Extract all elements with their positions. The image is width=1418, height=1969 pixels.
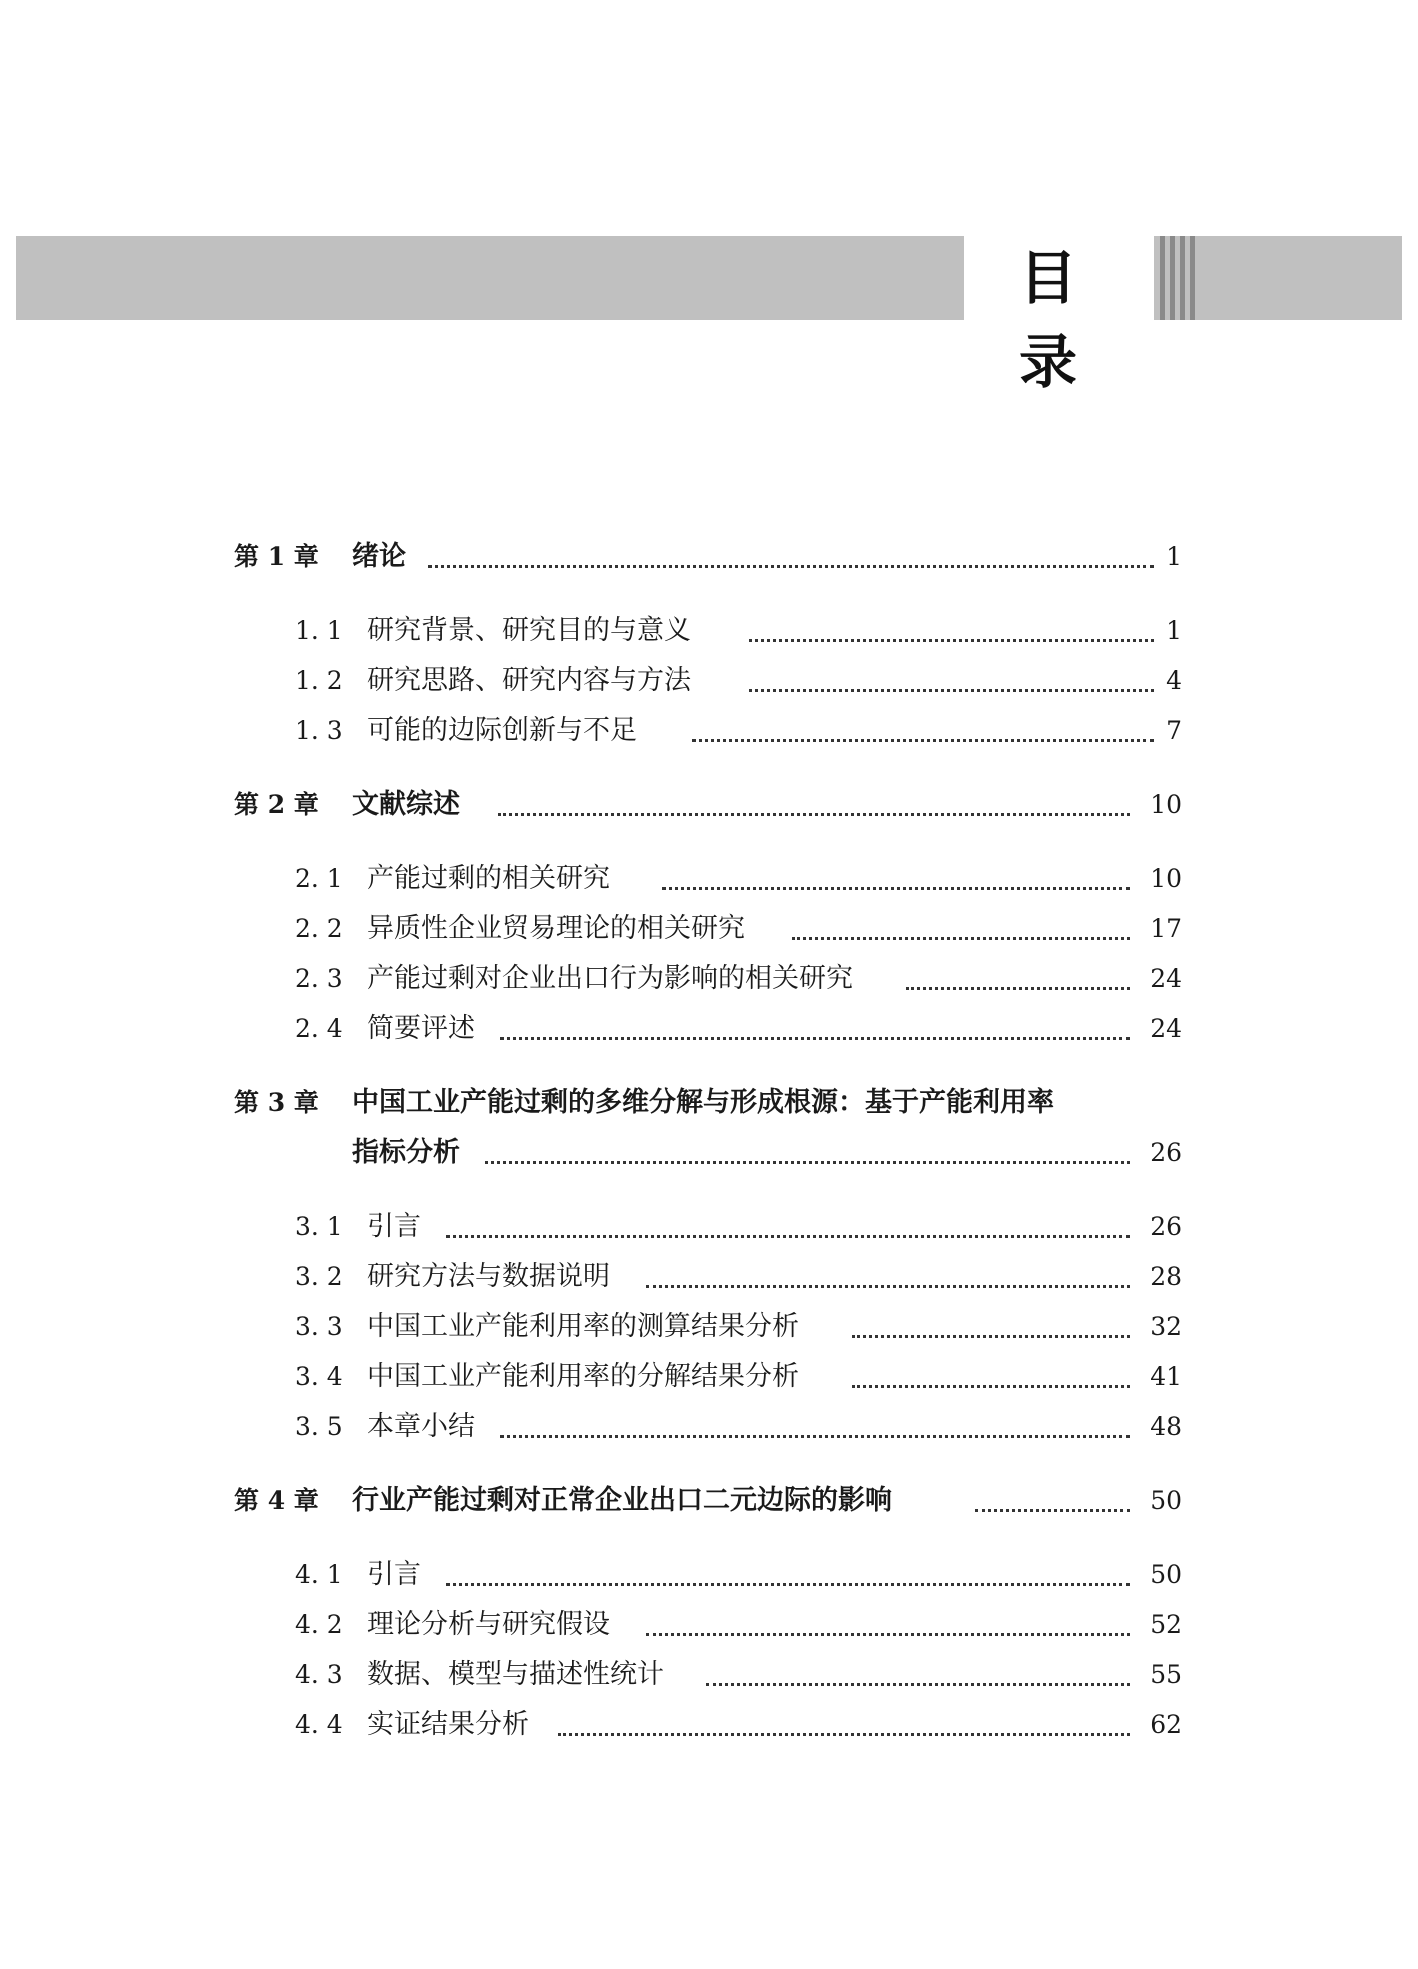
toc-section-4-4[interactable] [0, 1705, 1418, 1745]
page-number: 32 [1150, 1312, 1182, 1341]
toc-section-3-2[interactable] [0, 1257, 1418, 1297]
toc-section-2-4[interactable] [0, 1009, 1418, 1049]
section-title: 简要评述 [367, 1013, 475, 1044]
toc-section-4-2[interactable] [0, 1605, 1418, 1645]
leader-dots [446, 1583, 1130, 1586]
chapter-title-line2: 指标分析 [352, 1137, 460, 1168]
toc-section-2-1[interactable] [0, 859, 1418, 899]
toc-section-4-3[interactable] [0, 1655, 1418, 1695]
chapter-title-line1: 中国工业产能过剩的多维分解与形成根源：基于产能利用率 [352, 1087, 1054, 1118]
chapter-number: 第 3 章 [234, 1088, 319, 1117]
page-number: 10 [1150, 790, 1182, 819]
section-title: 引言 [367, 1211, 421, 1242]
page-number: 26 [1150, 1138, 1182, 1167]
page-number: 26 [1150, 1212, 1182, 1241]
page-number: 55 [1150, 1660, 1182, 1689]
chapter-number: 第 4 章 [234, 1486, 319, 1515]
section-number: 3. 3 [295, 1312, 343, 1341]
toc-chapter-4[interactable] [0, 1481, 1418, 1521]
section-title: 理论分析与研究假设 [367, 1609, 610, 1640]
toc-section-1-2[interactable] [0, 661, 1418, 701]
toc-chapter-2[interactable] [0, 785, 1418, 825]
section-title: 异质性企业贸易理论的相关研究 [367, 913, 745, 944]
section-number: 3. 4 [295, 1362, 343, 1391]
page-number: 41 [1150, 1362, 1182, 1391]
page-number: 1 [1166, 542, 1182, 571]
leader-dots [646, 1285, 1130, 1288]
page-number: 50 [1150, 1560, 1182, 1589]
page-title: 目 录 [1018, 244, 1099, 396]
leader-dots [852, 1385, 1130, 1388]
leader-dots [749, 689, 1154, 692]
section-number: 2. 1 [295, 864, 343, 893]
leader-dots [852, 1335, 1130, 1338]
page-number: 48 [1150, 1412, 1182, 1441]
chapter-title: 行业产能过剩对正常企业出口二元边际的影响 [352, 1485, 892, 1516]
page-number: 4 [1166, 666, 1182, 695]
toc-section-3-4[interactable] [0, 1357, 1418, 1397]
toc-section-3-5[interactable] [0, 1407, 1418, 1447]
leader-dots [446, 1235, 1130, 1238]
toc-chapter-3-continued[interactable] [0, 1133, 1418, 1173]
section-title: 数据、模型与描述性统计 [367, 1659, 664, 1690]
leader-dots [500, 1435, 1130, 1438]
toc-section-3-1[interactable] [0, 1207, 1418, 1247]
section-number: 2. 3 [295, 964, 343, 993]
leader-dots [792, 937, 1130, 940]
page-number: 24 [1150, 964, 1182, 993]
section-number: 1. 2 [295, 666, 343, 695]
chapter-number: 第 2 章 [234, 790, 319, 819]
section-title: 产能过剩对企业出口行为影响的相关研究 [367, 963, 853, 994]
section-number: 4. 1 [295, 1560, 343, 1589]
leader-dots [498, 813, 1130, 816]
section-number: 4. 2 [295, 1610, 343, 1639]
leader-dots [706, 1683, 1130, 1686]
toc-section-3-3[interactable] [0, 1307, 1418, 1347]
page-number: 10 [1150, 864, 1182, 893]
section-title: 中国工业产能利用率的测算结果分析 [367, 1311, 799, 1342]
chapter-number: 第 1 章 [234, 542, 319, 571]
leader-dots [749, 639, 1154, 642]
section-title: 研究背景、研究目的与意义 [367, 615, 691, 646]
toc-section-1-1[interactable] [0, 611, 1418, 651]
section-number: 2. 2 [295, 914, 343, 943]
page-number: 28 [1150, 1262, 1182, 1291]
leader-dots [692, 739, 1154, 742]
section-title: 研究思路、研究内容与方法 [367, 665, 691, 696]
toc-section-4-1[interactable] [0, 1555, 1418, 1595]
section-title: 本章小结 [367, 1411, 475, 1442]
section-title: 产能过剩的相关研究 [367, 863, 610, 894]
page-number: 7 [1166, 716, 1182, 745]
section-title: 研究方法与数据说明 [367, 1261, 610, 1292]
section-number: 4. 4 [295, 1710, 343, 1739]
section-number: 3. 1 [295, 1212, 343, 1241]
leader-dots [558, 1733, 1130, 1736]
section-number: 3. 5 [295, 1412, 343, 1441]
toc-section-1-3[interactable] [0, 711, 1418, 751]
section-number: 2. 4 [295, 1014, 343, 1043]
section-title: 引言 [367, 1559, 421, 1590]
leader-dots [662, 887, 1130, 890]
page-number: 1 [1166, 616, 1182, 645]
page-number: 24 [1150, 1014, 1182, 1043]
page-number: 17 [1150, 914, 1182, 943]
chapter-title: 文献综述 [352, 789, 460, 820]
section-number: 1. 1 [295, 616, 343, 645]
toc-section-2-2[interactable] [0, 909, 1418, 949]
section-number: 1. 3 [295, 716, 343, 745]
section-number: 4. 3 [295, 1660, 343, 1689]
toc-section-2-3[interactable] [0, 959, 1418, 999]
section-number: 3. 2 [295, 1262, 343, 1291]
toc-chapter-3[interactable] [0, 1083, 1418, 1123]
chapter-title: 绪论 [352, 541, 406, 572]
leader-dots [975, 1509, 1130, 1512]
section-title: 可能的边际创新与不足 [367, 715, 637, 746]
section-title: 实证结果分析 [367, 1709, 529, 1740]
leader-dots [500, 1037, 1130, 1040]
leader-dots [646, 1633, 1130, 1636]
page-number: 62 [1150, 1710, 1182, 1739]
leader-dots [906, 987, 1130, 990]
page-number: 50 [1150, 1486, 1182, 1515]
toc-chapter-1[interactable] [0, 537, 1418, 577]
section-title: 中国工业产能利用率的分解结果分析 [367, 1361, 799, 1392]
page-number: 52 [1150, 1610, 1182, 1639]
leader-dots [485, 1161, 1130, 1164]
leader-dots [428, 565, 1154, 568]
